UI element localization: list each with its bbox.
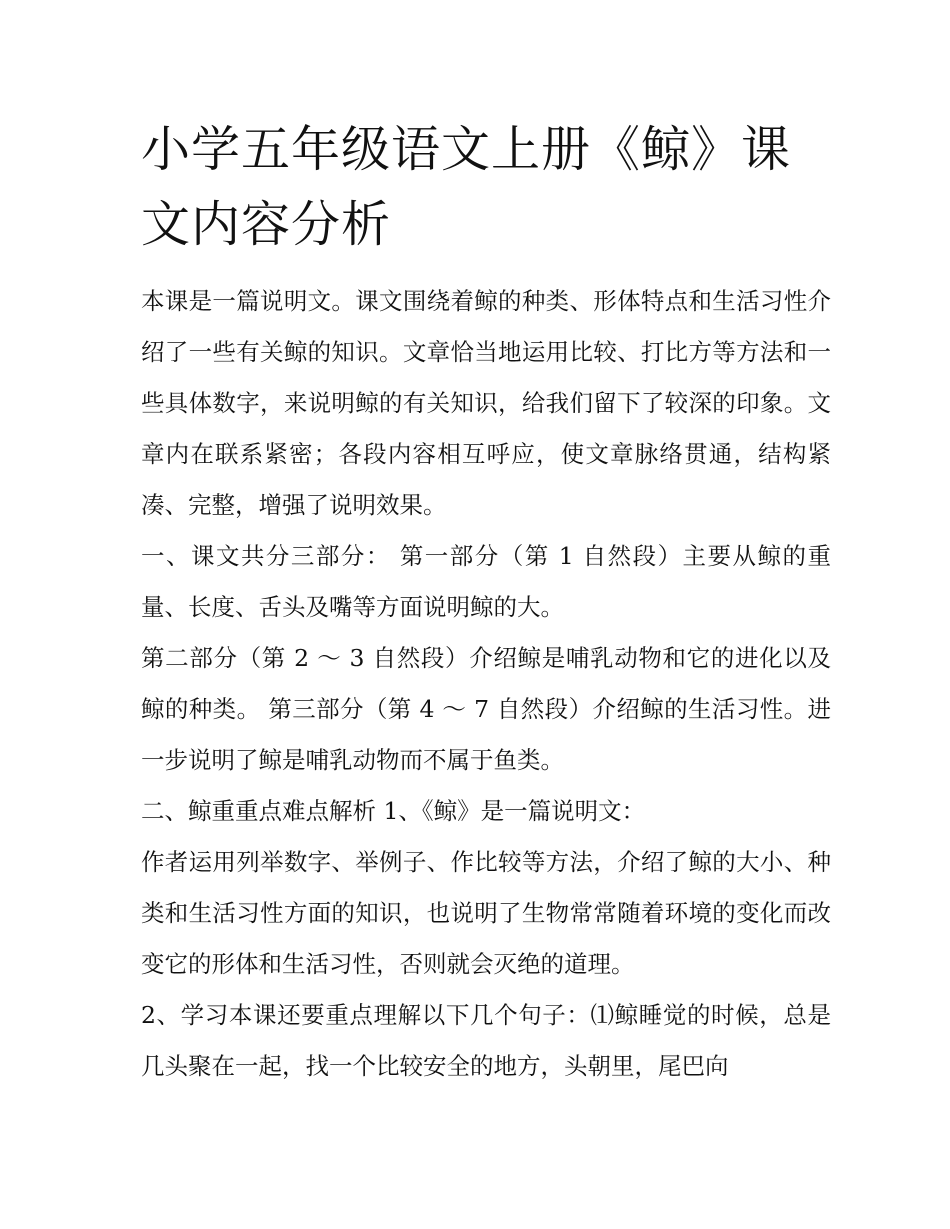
document-title: 小学五年级语文上册《鲸》课文内容分析 (141, 121, 792, 253)
paragraph-section-two-three: 第二部分（第 2 ～ 3 自然段）介绍鲸是哺乳动物和它的进化以及鲸的种类。 第三部分（第 4 ～ 7 自然段）介绍鲸的生活习性。进一步说明了鲸是哺乳动物而不属于鱼类。 (141, 644, 831, 774)
paragraph-key-sentences: 2、学习本课还要重点理解以下几个句子：⑴鲸睡觉的时候，总是几头聚在一起，找一个比较安全的地方，头朝里，尾巴向 (141, 1001, 831, 1080)
paragraph-section-one: 一、课文共分三部分： 第一部分（第 1 自然段）主要从鲸的重量、长度、舌头及嘴等方面说明鲸的大。 (141, 542, 831, 621)
document-body (141, 276, 831, 1092)
paragraph-author-methods: 作者运用列举数字、举例子、作比较等方法，介绍了鲸的大小、种类和生活习性方面的知识，也说明了生物常常随着环境的变化而改变它的形体和生活习性，否则就会灭绝的道理。 (141, 848, 831, 978)
paragraph-intro: 本课是一篇说明文。课文围绕着鲸的种类、形体特点和生活习性介绍了一些有关鲸的知识。文章恰当地运用比较、打比方等方法和一些具体数字，来说明鲸的有关知识，给我们留下了较深的印象。文章内在联系紧密；各段内容相互呼应，使文章脉络贯通，结构紧凑、完整，增强了说明效果。 (141, 287, 831, 519)
paragraph-key-points-heading: 二、鲸重重点难点解析 1、《鲸》是一篇说明文： (141, 797, 646, 825)
